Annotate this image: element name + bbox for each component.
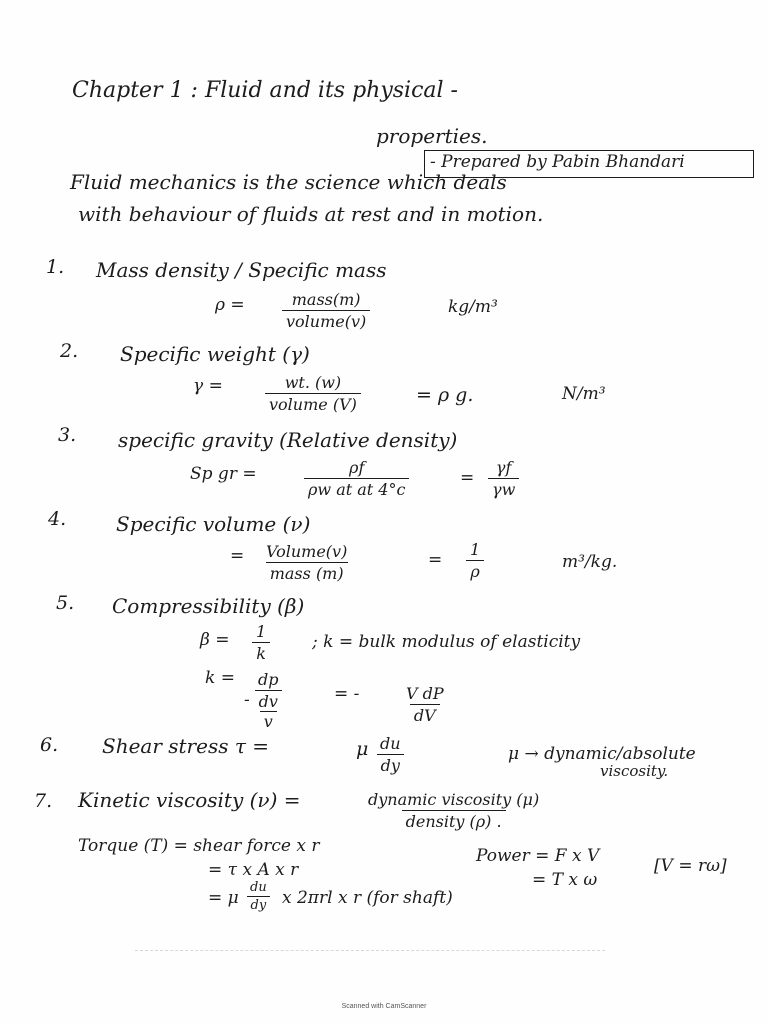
bulk-modulus-equals: = -: [334, 684, 360, 704]
item-4-denominator-2: ρ: [466, 560, 483, 581]
intro-line-2: with behaviour of fluids at rest and in motion.: [78, 202, 544, 226]
item-1-number: 1.: [46, 256, 65, 278]
torque-numerator: du: [250, 880, 267, 895]
item-3-lhs: Sp gr =: [190, 464, 257, 484]
torque-line-3-prefix: = μ: [208, 888, 239, 908]
item-7-number: 7.: [34, 790, 53, 812]
bulk-modulus-fraction: [254, 670, 282, 731]
torque-denominator: dy: [247, 896, 271, 913]
power-bracket: [V = rω]: [654, 856, 727, 876]
item-2-heading: Specific weight (γ): [120, 342, 310, 366]
item-3-fraction-2: [488, 458, 519, 499]
item-2-fraction: [265, 373, 361, 414]
item-6-fraction: [376, 734, 405, 775]
item-3-fraction: [304, 458, 409, 499]
item-7-numerator: dynamic viscosity (μ): [368, 790, 540, 809]
faint-divider: [135, 950, 605, 951]
item-6-lhs: μ: [356, 738, 369, 760]
item-1-denominator: volume(v): [282, 310, 370, 331]
item-2-numerator: wt. (w): [284, 373, 342, 392]
item-4-number: 4.: [48, 508, 67, 530]
bulk-modulus-numerator-2: V dP: [406, 684, 444, 703]
item-7-fraction: [364, 790, 543, 831]
item-4-numerator-2: 1: [470, 540, 481, 559]
bulk-modulus-minus: -: [244, 690, 250, 710]
item-5-numerator: 1: [256, 622, 267, 641]
item-6-note-2: viscosity.: [600, 762, 669, 780]
item-5-note: ; k = bulk modulus of elasticity: [312, 632, 581, 652]
item-7-denominator: density (ρ) .: [402, 810, 506, 831]
item-3-numerator: ρf: [349, 458, 365, 477]
item-2-unit: N/m³: [562, 384, 606, 404]
item-2-rhs: = ρ g.: [416, 384, 474, 406]
bulk-modulus-denominator-2: dV: [410, 704, 440, 725]
bulk-modulus-denominator: [255, 690, 282, 731]
item-4-fraction-2: [466, 540, 484, 581]
item-4-heading: Specific volume (ν): [116, 512, 311, 536]
bulk-modulus-fraction-2: [402, 684, 448, 725]
bulk-modulus-denominator-top: dv: [258, 692, 278, 711]
chapter-title: Chapter 1 : Fluid and its physical -: [72, 78, 458, 103]
item-1-lhs: ρ =: [215, 295, 245, 315]
item-4-equals: =: [428, 550, 443, 570]
item-3-equals: =: [460, 468, 475, 488]
item-4-lhs: =: [230, 546, 245, 566]
torque-fraction: [246, 880, 271, 913]
item-5-denominator: k: [252, 642, 270, 663]
item-4-denominator: mass (m): [266, 562, 348, 583]
intro-line-1: Fluid mechanics is the science which deals: [70, 170, 507, 194]
item-3-numerator-2: γf: [495, 458, 512, 477]
bulk-modulus-denominator-bottom: v: [260, 711, 277, 731]
bulk-modulus-numerator: dp: [258, 670, 279, 689]
bulk-modulus-lhs: k =: [205, 668, 235, 688]
item-1-fraction: [282, 290, 370, 331]
item-6-number: 6.: [40, 734, 59, 756]
item-4-numerator: Volume(v): [266, 542, 348, 561]
item-3-denominator-2: γw: [488, 478, 519, 499]
item-6-heading: Shear stress τ =: [102, 734, 270, 758]
item-5-fraction: [252, 622, 270, 663]
power-line-2: = T x ω: [532, 870, 598, 890]
power-line-1: Power = F x V: [476, 846, 600, 866]
torque-line-2: = τ x A x r: [208, 860, 299, 880]
item-5-number: 5.: [56, 592, 75, 614]
item-2-lhs: γ =: [193, 376, 223, 396]
item-1-heading: Mass density / Specific mass: [96, 258, 387, 282]
item-7-heading: Kinetic viscosity (ν) =: [78, 788, 301, 812]
item-6-numerator: du: [380, 734, 401, 753]
item-2-number: 2.: [60, 340, 79, 362]
item-6-note: μ → dynamic/absolute: [508, 744, 696, 764]
item-6-denominator: dy: [377, 754, 404, 775]
scanner-watermark: Scanned with CamScanner: [341, 1003, 427, 1010]
item-1-numerator: mass(m): [291, 290, 361, 309]
item-3-denominator: ρw at at 4°c: [304, 478, 409, 499]
item-4-fraction: [262, 542, 351, 583]
item-1-unit: kg/m³: [448, 297, 498, 317]
item-3-number: 3.: [58, 424, 77, 446]
chapter-title-continued: properties.: [376, 124, 488, 148]
item-4-unit: m³/kg.: [562, 552, 618, 572]
item-5-heading: Compressibility (β): [112, 594, 305, 618]
item-2-denominator: volume (V): [265, 393, 361, 414]
credit-text: - Prepared by Pabin Bhandari: [430, 152, 685, 172]
item-5-lhs: β =: [200, 630, 230, 650]
torque-line-3-suffix: x 2πrl x r (for shaft): [282, 888, 453, 908]
item-3-heading: specific gravity (Relative density): [118, 428, 458, 452]
torque-line-1: Torque (T) = shear force x r: [78, 836, 320, 856]
